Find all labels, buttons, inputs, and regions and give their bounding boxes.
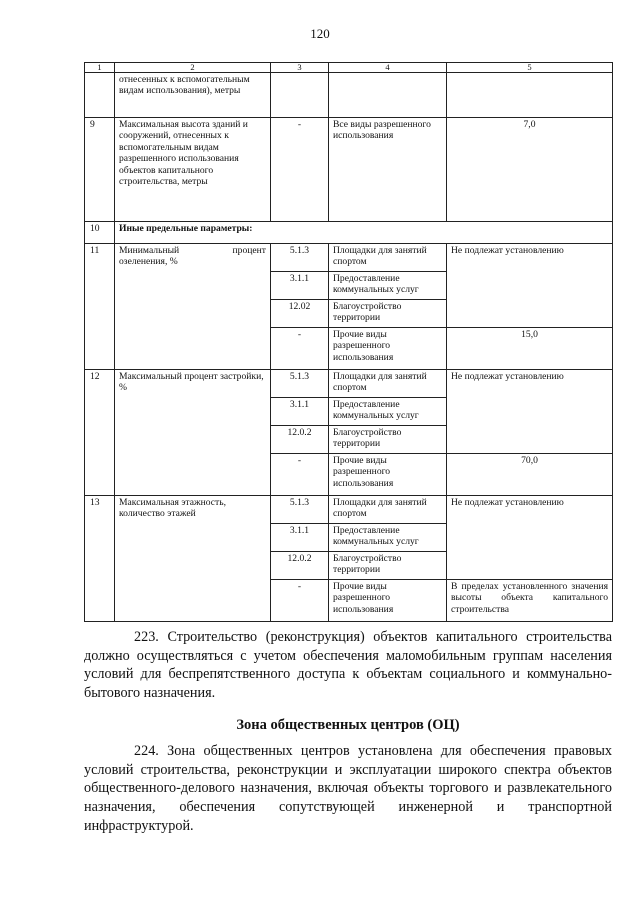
col-header-4: 4 — [329, 63, 447, 73]
row-number-cell: 12 — [85, 370, 115, 496]
code-cell: 12.0.2 — [271, 426, 329, 454]
use-cell: Площадки для занятий спортом — [329, 496, 447, 524]
code-cell: 3.1.1 — [271, 398, 329, 426]
use-cell: Предоставление коммунальных услуг — [329, 272, 447, 300]
code-cell: 3.1.1 — [271, 272, 329, 300]
paragraph-223 — [84, 628, 612, 703]
col-header-5: 5 — [447, 63, 613, 73]
code-cell: 12.02 — [271, 300, 329, 328]
table-row — [85, 118, 613, 222]
value-cell: 70,0 — [447, 454, 613, 496]
use-cell: Все виды разрешенного использования — [329, 118, 447, 222]
section-label-cell: Иные предельные параметры: — [115, 222, 613, 244]
use-cell: Площадки для занятий спортом — [329, 370, 447, 398]
code-cell: - — [271, 454, 329, 496]
use-cell: Прочие виды разрешенного использования — [329, 454, 447, 496]
row-number-cell: 11 — [85, 244, 115, 370]
code-cell — [271, 73, 329, 118]
param-word: процент — [232, 245, 266, 256]
code-cell: 5.1.3 — [271, 244, 329, 272]
table-header-row — [85, 63, 613, 73]
param-cell: отнесенных к вспомогательным видам использования), метры — [115, 73, 271, 118]
regulations-table — [84, 62, 613, 622]
code-cell: - — [271, 328, 329, 370]
use-cell: Благоустройство территории — [329, 552, 447, 580]
use-cell: Благоустройство территории — [329, 300, 447, 328]
value-cell: 15,0 — [447, 328, 613, 370]
use-cell — [329, 73, 447, 118]
value-cell: Не подлежат установлению — [447, 370, 613, 454]
col-header-1: 1 — [85, 63, 115, 73]
code-cell: - — [271, 580, 329, 622]
row-number-cell: 9 — [85, 118, 115, 222]
code-cell: 5.1.3 — [271, 370, 329, 398]
param-cell: Максимальный процент застройки, % — [115, 370, 271, 496]
param-cell: Максимальная высота зданий и сооружений, отнесенных к вспомогательным видам разрешенного использования объектов капитального строительства, метры — [115, 118, 271, 222]
value-cell: Не подлежат установлению — [447, 496, 613, 580]
col-header-3: 3 — [271, 63, 329, 73]
paragraph-text: 223. Строительство (реконструкция) объектов капитального строительства должно осуществляться с учетом обеспечения маломобильным группам населения условий для беспрепятственного доступа к объектам социального и коммунально-бытового назначения. — [84, 629, 612, 702]
param-cell — [115, 244, 271, 370]
use-cell: Площадки для занятий спортом — [329, 244, 447, 272]
row-number-cell — [85, 73, 115, 118]
col-header-2: 2 — [115, 63, 271, 73]
table-row — [85, 73, 613, 118]
use-cell: Прочие виды разрешенного использования — [329, 580, 447, 622]
table-row — [85, 244, 613, 272]
table-row — [85, 370, 613, 398]
row-number-cell: 13 — [85, 496, 115, 622]
code-cell: - — [271, 118, 329, 222]
param-line: озеленения, % — [119, 256, 178, 268]
use-cell: Прочие виды разрешенного использования — [329, 328, 447, 370]
code-cell: 5.1.3 — [271, 496, 329, 524]
row-number-cell: 10 — [85, 222, 115, 244]
param-word: Минимальный — [119, 245, 180, 256]
code-cell: 12.0.2 — [271, 552, 329, 580]
code-cell: 3.1.1 — [271, 524, 329, 552]
page-number: 120 — [310, 26, 330, 41]
value-cell: В пределах установленного значения высоты объекта капитального строительства — [447, 580, 613, 622]
use-cell: Благоустройство территории — [329, 426, 447, 454]
value-cell — [447, 73, 613, 118]
table-row — [85, 222, 613, 244]
use-cell: Предоставление коммунальных услуг — [329, 524, 447, 552]
table-row — [85, 496, 613, 524]
use-cell: Предоставление коммунальных услуг — [329, 398, 447, 426]
value-cell: 7,0 — [447, 118, 613, 222]
paragraph-224 — [84, 742, 612, 836]
section-heading: Зона общественных центров (ОЦ) — [236, 717, 460, 733]
value-cell: Не подлежат установлению — [447, 244, 613, 328]
paragraph-text: 224. Зона общественных центров установлена для обеспечения правовых условий строительства, реконструкции и эксплуатации широкого спектра объектов общественного-делового назначения, включая объекты торгового и развлекательного назначения, обеспечения сопутствующей инженерной и транспортной инфраструктурой. — [84, 743, 612, 834]
param-cell: Максимальная этажность, количество этажей — [115, 496, 271, 622]
